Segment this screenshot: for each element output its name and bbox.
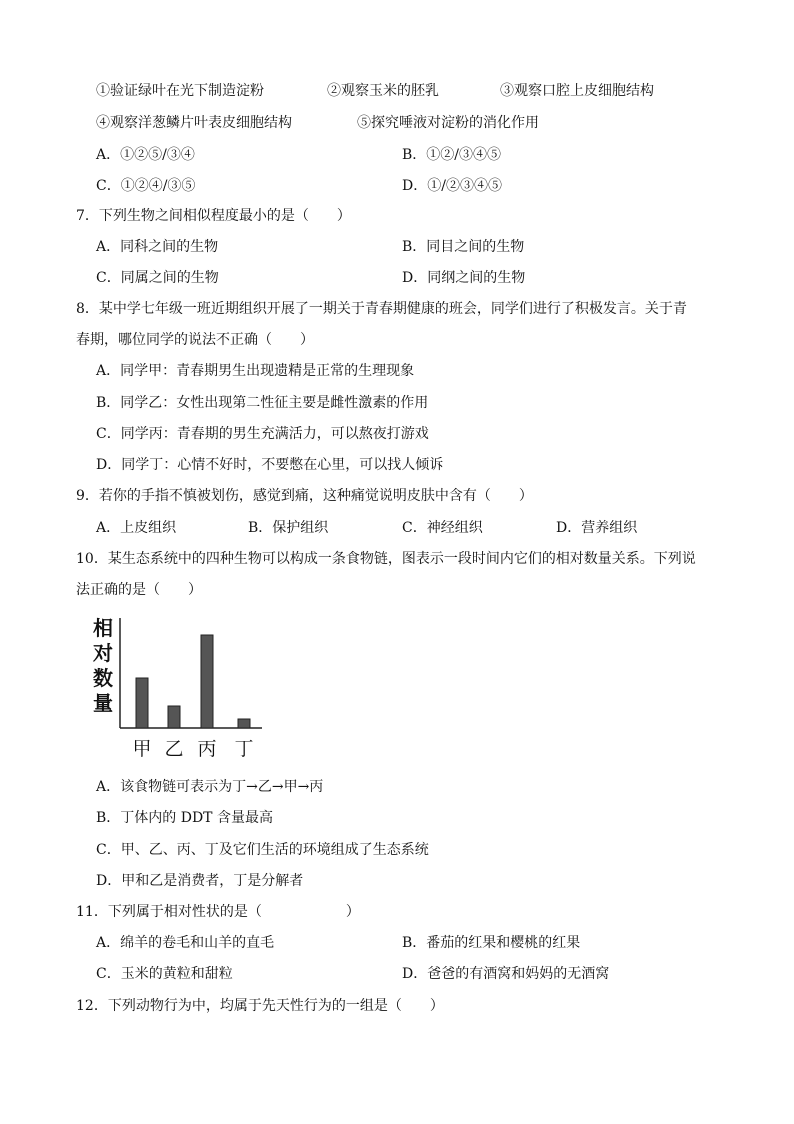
q7-stem: 7．下列生物之间相似程度最小的是（ ）: [76, 208, 351, 224]
q9-option-d: D．营养组织: [556, 520, 638, 536]
y-axis-label: [93, 616, 113, 715]
category-label: 丙: [197, 738, 217, 760]
chart-svg: [90, 612, 270, 772]
q10-option-d: D．甲和乙是消费者，丁是分解者: [96, 873, 304, 889]
q9-option-c: C．神经组织: [402, 520, 483, 536]
q8-stem-line-2: 春期，哪位同学的说法不正确（ ）: [76, 332, 314, 348]
q6-item-3: ③观察口腔上皮细胞结构: [500, 83, 654, 99]
q6-option-d: D．①/②③④⑤: [402, 178, 502, 194]
q9-option-b: B．保护组织: [248, 520, 329, 536]
q8-option-c: C．同学丙：青春期的男生充满活力，可以熬夜打游戏: [96, 426, 429, 442]
q8-stem-line-1: 8．某中学七年级一班近期组织开展了一期关于青春期健康的班会，同学们进行了积极发言。关于青: [76, 301, 687, 317]
bar-1: [136, 678, 148, 728]
q7-option-a: A．同科之间的生物: [96, 239, 219, 255]
q11-option-b: B．番茄的红果和樱桃的红果: [402, 935, 581, 951]
q6-item-4: ④观察洋葱鳞片叶表皮细胞结构: [96, 115, 292, 131]
category-labels: [132, 738, 253, 760]
q12-stem: 12．下列动物行为中，均属于先天性行为的一组是（ ）: [76, 998, 444, 1014]
bars: [136, 635, 250, 728]
q7-option-d: D．同纲之间的生物: [402, 270, 526, 286]
y-axis-label-char: 对: [93, 641, 113, 665]
bar-2: [168, 706, 180, 728]
q10-option-b: B．丁体内的 DDT 含量最高: [96, 810, 273, 826]
q8-option-d: D．同学丁：心情不好时，不要憋在心里，可以找人倾诉: [96, 457, 444, 473]
q6-option-a: A．①②⑤/③④: [96, 147, 195, 163]
q11-option-a: A．绵羊的卷毛和山羊的直毛: [96, 935, 275, 951]
q8-option-b: B．同学乙：女性出现第二性征主要是雌性激素的作用: [96, 395, 429, 411]
q6-item-2: ②观察玉米的胚乳: [327, 83, 439, 99]
category-label: 丁: [234, 738, 254, 760]
bar-3: [201, 635, 213, 728]
y-axis-label-char: 量: [93, 691, 113, 715]
q10-option-a: A．该食物链可表示为丁→乙→甲→丙: [96, 779, 324, 795]
q10-stem-line-2: 法正确的是（ ）: [76, 582, 202, 598]
q6-option-c: C．①②④/③⑤: [96, 178, 196, 194]
category-label: 乙: [164, 738, 184, 760]
bar-4: [238, 719, 250, 728]
q6-item-1: ①验证绿叶在光下制造淀粉: [96, 83, 264, 99]
q11-option-c: C．玉米的黄粒和甜粒: [96, 966, 233, 982]
q11-stem: 11．下列属于相对性状的是（ ）: [76, 904, 360, 920]
q8-option-a: A．同学甲：青春期男生出现遗精是正常的生理现象: [96, 363, 415, 379]
y-axis-label-char: 数: [93, 666, 113, 690]
category-label: 甲: [132, 738, 152, 760]
relative-quantity-bar-chart: [90, 612, 270, 772]
q9-option-a: A．上皮组织: [96, 520, 177, 536]
q9-stem: 9．若你的手指不慎被划伤，感觉到痛，这种痛觉说明皮肤中含有（ ）: [76, 488, 533, 504]
q7-option-c: C．同属之间的生物: [96, 270, 219, 286]
y-axis-label-char: 相: [93, 616, 113, 640]
q7-option-b: B．同目之间的生物: [402, 239, 525, 255]
q6-item-5: ⑤探究唾液对淀粉的消化作用: [357, 115, 539, 131]
q10-option-c: C．甲、乙、丙、丁及它们生活的环境组成了生态系统: [96, 842, 429, 858]
q6-option-b: B．①②/③④⑤: [402, 147, 502, 163]
q10-stem-line-1: 10．某生态系统中的四种生物可以构成一条食物链，图表示一段时间内它们的相对数量关系。下列说: [76, 551, 696, 567]
q11-option-d: D．爸爸的有酒窝和妈妈的无酒窝: [402, 966, 610, 982]
